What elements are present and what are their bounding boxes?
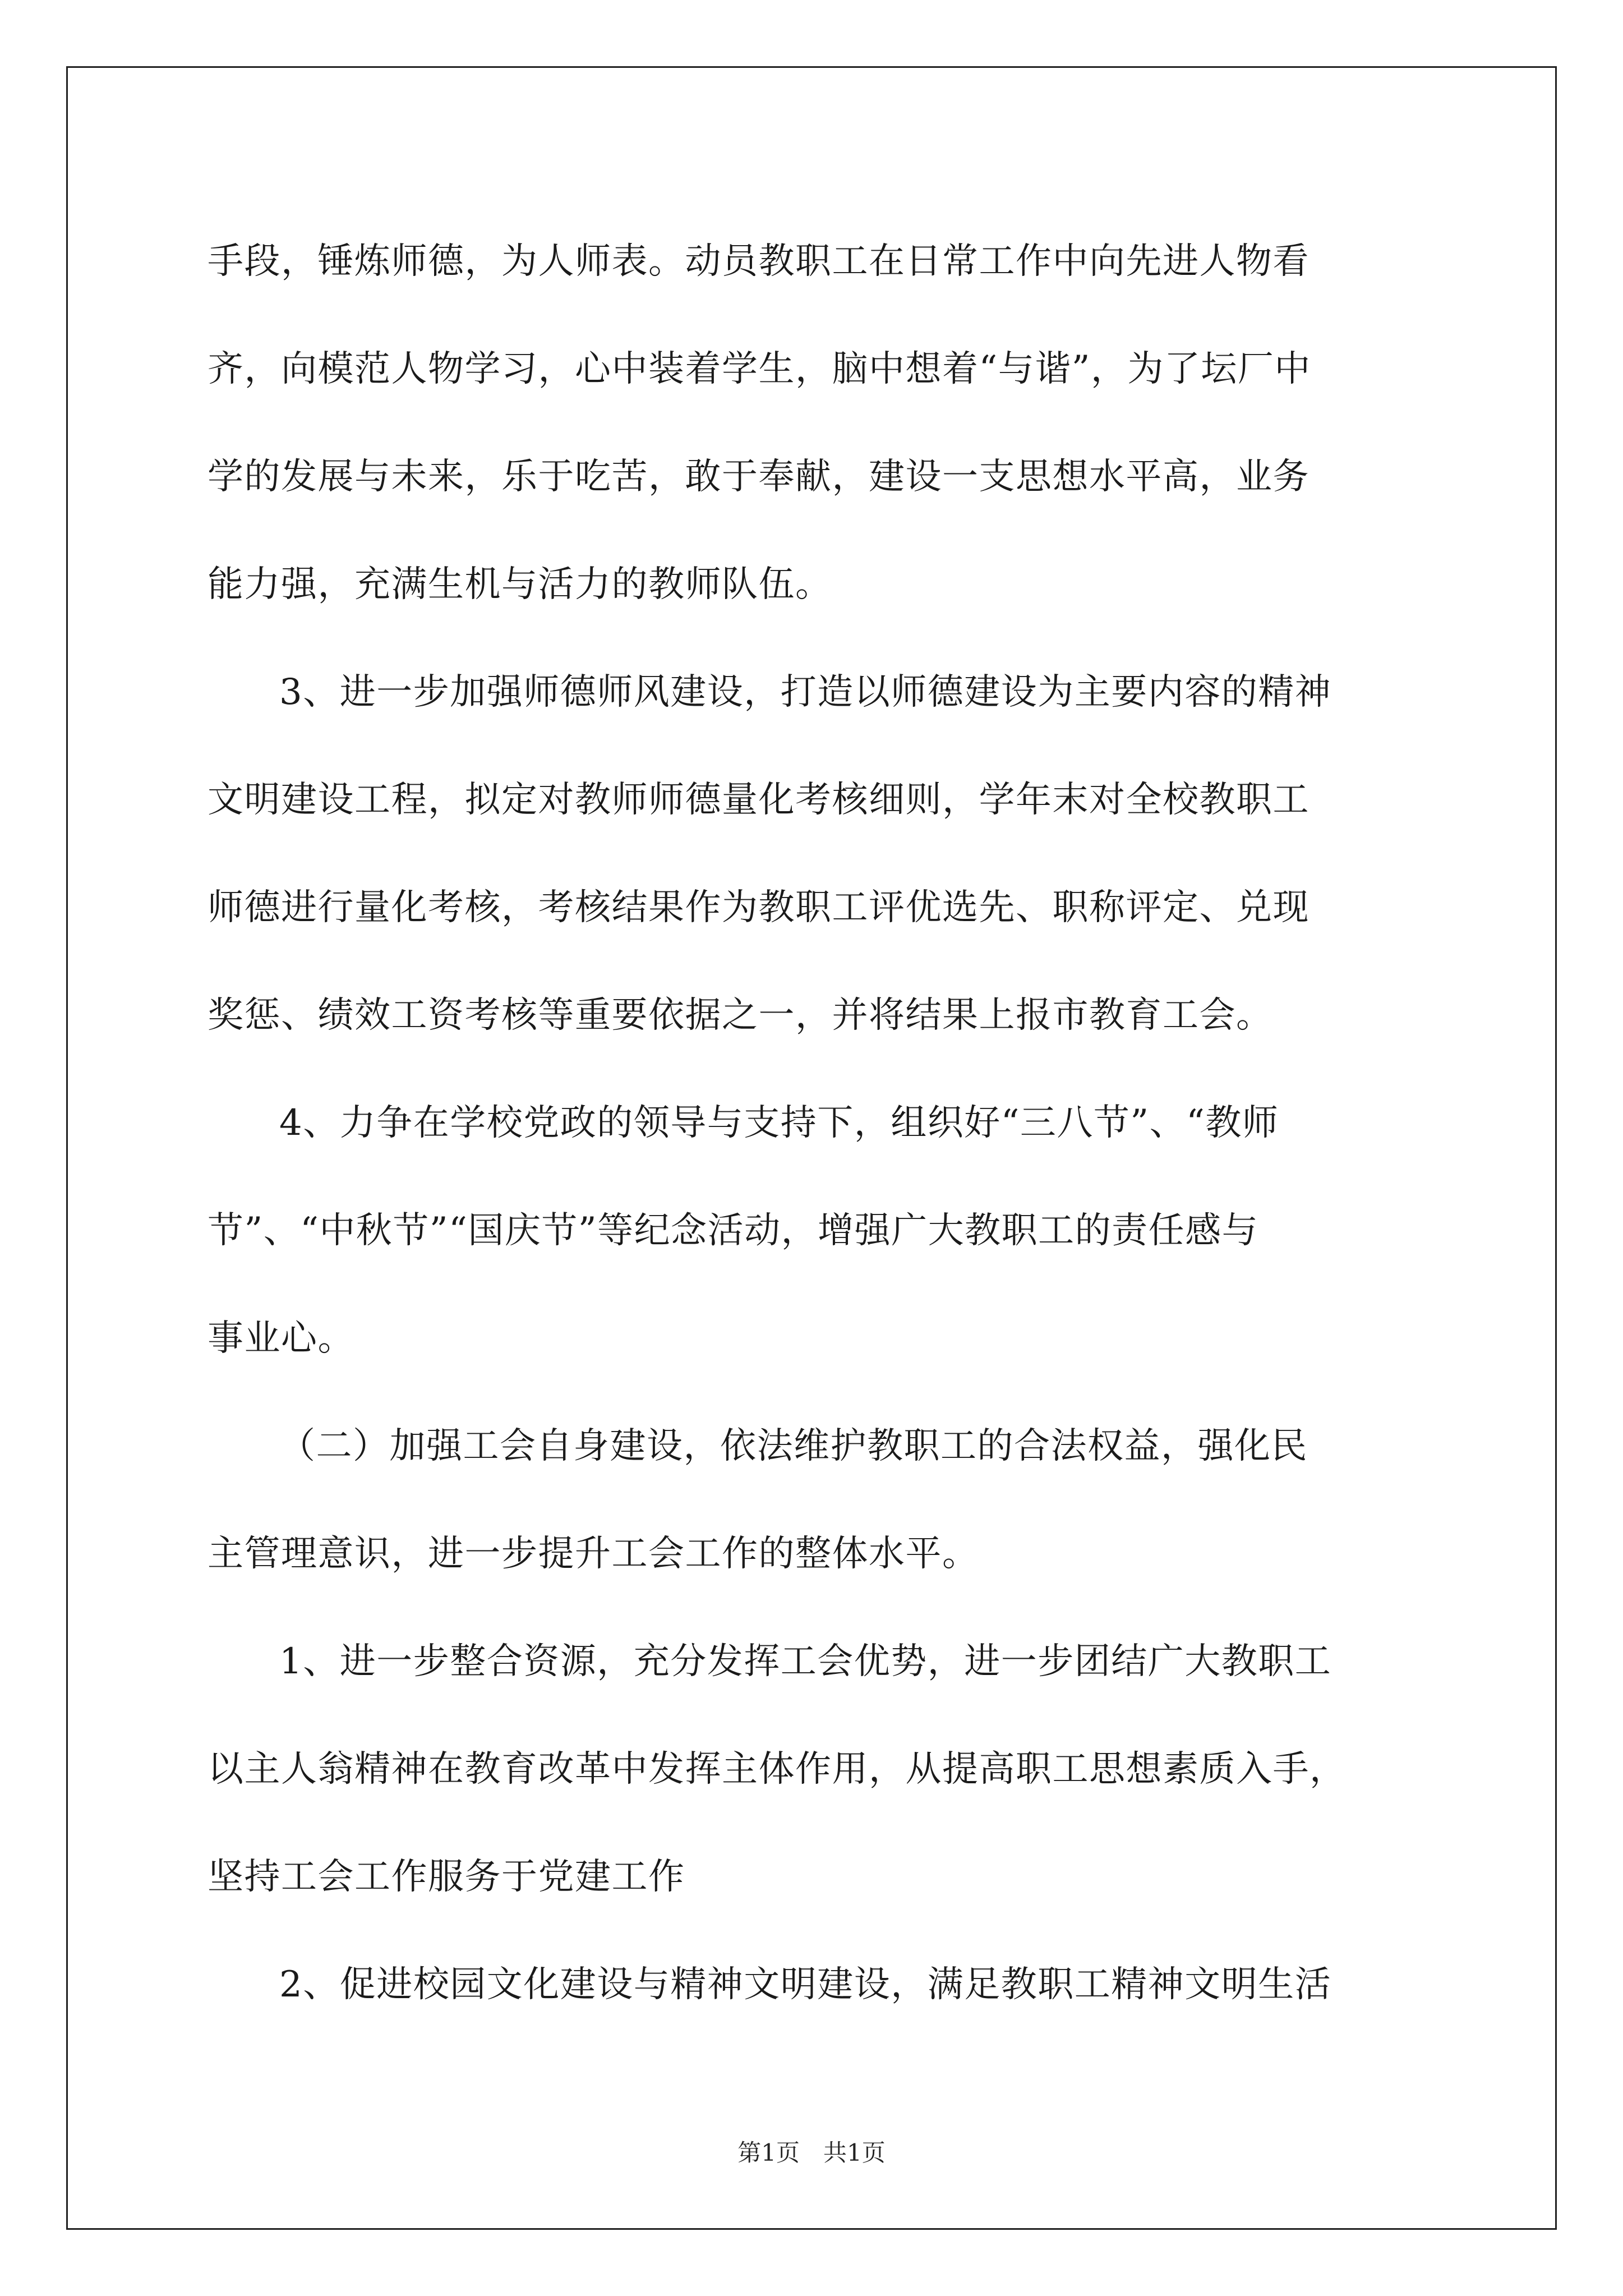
paragraph: [208, 1931, 1430, 2039]
text-line: 师德进行量化考核，考核结果作为教职工评优选先、职称评定、兑现: [208, 887, 1310, 928]
paragraph: [208, 1608, 1430, 1931]
text-line: 手段，锤炼师德，为人师表。动员教职工在日常工作中向先进人物看: [208, 241, 1310, 282]
page-number-footer: 第1页 共1页: [737, 2139, 886, 2166]
paragraph: [208, 1069, 1430, 1392]
text-line: 1、进一步整合资源，充分发挥工会优势，进一步团结广大教职工: [279, 1641, 1332, 1682]
text-line: （二）加强工会自身建设，依法维护教职工的合法权益，强化民: [279, 1425, 1308, 1467]
text-line: 2、促进校园文化建设与精神文明建设，满足教职工精神文明生活: [279, 1964, 1332, 2005]
text-line: 学的发展与未来，乐于吃苦，敢于奉献，建设一支思想水平高，业务: [208, 456, 1310, 498]
text-line: 文明建设工程，拟定对教师师德量化考核细则，学年末对全校教职工: [208, 779, 1310, 821]
text-line: 能力强，充满生机与活力的教师队伍。: [208, 564, 832, 605]
paragraph: [208, 208, 1430, 638]
text-line: 4、力争在学校党政的领导与支持下，组织好“三八节”、“教师: [279, 1102, 1279, 1144]
paragraph: [208, 638, 1430, 1069]
text-line: 坚持工会工作服务于党建工作: [208, 1856, 685, 1898]
text-line: 齐，向模范人物学习，心中装着学生，脑中想着“与谐”，为了坛厂中: [208, 348, 1311, 390]
paragraph: [208, 1392, 1430, 1608]
text-line: 事业心。: [208, 1318, 354, 1359]
text-line: 以主人翁精神在教育改革中发挥主体作用，从提高职工思想素质入手，: [208, 1749, 1347, 1790]
text-line: 节”、“中秋节”“国庆节”等纪念活动，增强广大教职工的责任感与: [208, 1210, 1259, 1251]
document-body: [208, 208, 1430, 2039]
text-line: 主管理意识，进一步提升工会工作的整体水平。: [208, 1533, 979, 1575]
text-line: 3、进一步加强师德师风建设，打造以师德建设为主要内容的精神: [279, 671, 1332, 713]
text-line: 奖惩、绩效工资考核等重要依据之一，并将结果上报市教育工会。: [208, 995, 1273, 1036]
